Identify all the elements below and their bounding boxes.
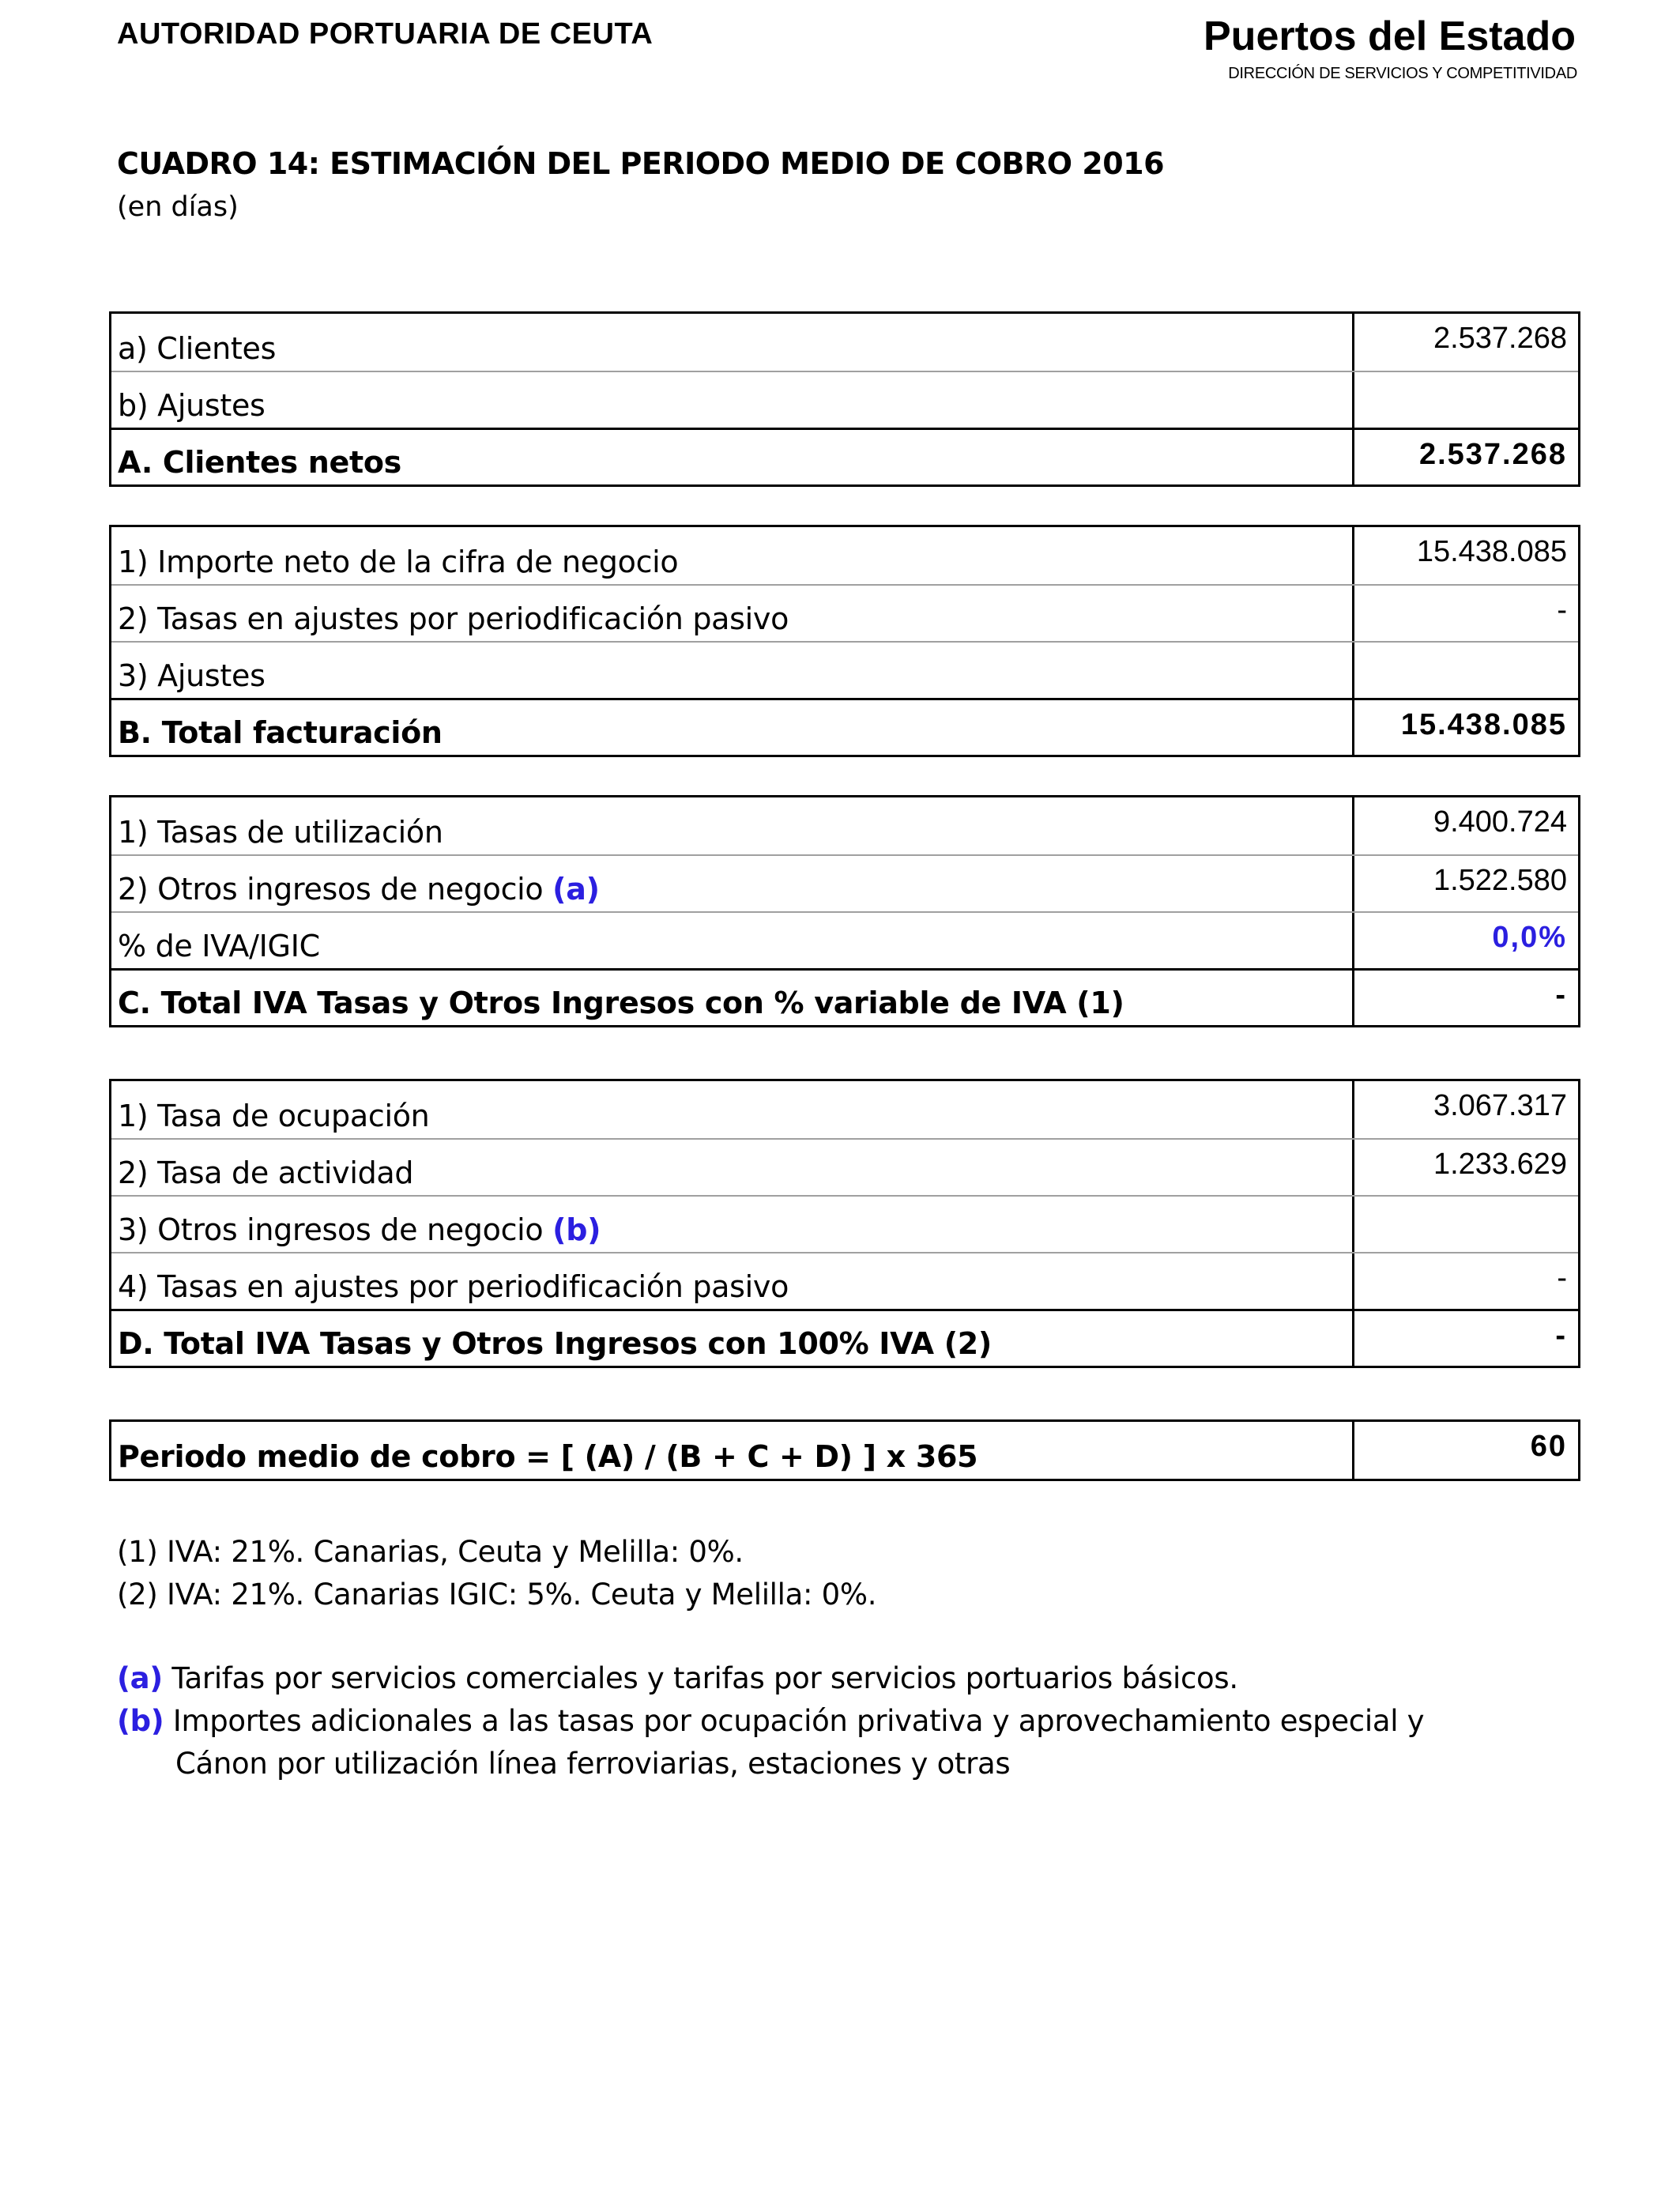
table-iva-100 xyxy=(109,1079,1580,1368)
row-value: - xyxy=(1557,1261,1567,1295)
note-b-continuation: Cánon por utilización línea ferroviarias, estaciones y otras xyxy=(175,1747,1011,1781)
table-row xyxy=(111,314,1578,371)
table-row xyxy=(111,1138,1578,1195)
total-row xyxy=(111,698,1578,755)
total-row xyxy=(111,1309,1578,1366)
note-b-marker: (b) xyxy=(117,1704,164,1738)
note-b xyxy=(117,1704,1424,1747)
table-clientes xyxy=(109,311,1580,487)
row-value: 9.400.724 xyxy=(1433,805,1567,839)
total-label: C. Total IVA Tasas y Otros Ingresos con % variable de IVA (1) xyxy=(111,971,1354,1025)
row-value: 1.233.629 xyxy=(1433,1148,1567,1181)
table-row xyxy=(111,641,1578,698)
total-value: - xyxy=(1555,978,1567,1012)
brand-name: Puertos del Estado xyxy=(1203,13,1576,59)
organization-name: AUTORIDAD PORTUARIA DE CEUTA xyxy=(117,17,654,51)
page-subtitle: (en días) xyxy=(117,191,239,223)
row-label: 1) Tasas de utilización xyxy=(111,797,1354,854)
iva-percent-value: 0,0% xyxy=(1492,921,1567,954)
table-periodo-medio xyxy=(109,1419,1580,1481)
table-row xyxy=(111,911,1578,968)
row-label: 3) Ajustes xyxy=(111,643,1354,698)
note-a-text: Tarifas por servicios comerciales y tarifas por servicios portuarios básicos. xyxy=(171,1661,1238,1695)
row-value xyxy=(1354,643,1578,698)
row-label: 2) Tasas en ajustes por periodificación pasivo xyxy=(111,586,1354,641)
row-label: 1) Tasa de ocupación xyxy=(111,1081,1354,1138)
note-marker-b: (b) xyxy=(552,1212,601,1247)
total-value: 2.537.268 xyxy=(1418,438,1567,471)
total-row xyxy=(111,428,1578,484)
row-label: % de IVA/IGIC xyxy=(111,913,1354,968)
note-marker-a: (a) xyxy=(552,872,600,907)
table-row xyxy=(111,1195,1578,1252)
total-value: - xyxy=(1555,1319,1567,1352)
row-value: 3.067.317 xyxy=(1433,1089,1567,1122)
note-b-text: Importes adicionales a las tasas por ocupación privativa y aprovechamiento especial y xyxy=(172,1704,1425,1738)
table-row xyxy=(111,854,1578,911)
row-value: 1.522.580 xyxy=(1433,864,1567,897)
table-row xyxy=(111,584,1578,641)
total-row xyxy=(111,968,1578,1025)
row-label: 3) Otros ingresos de negocio xyxy=(118,1212,544,1247)
row-label: 1) Importe neto de la cifra de negocio xyxy=(111,527,1354,584)
table-iva-variable xyxy=(109,795,1580,1027)
row-value: 2.537.268 xyxy=(1433,322,1567,355)
footnotes xyxy=(117,1535,876,1620)
row-label: 2) Otros ingresos de negocio xyxy=(118,872,544,907)
page-title: CUADRO 14: ESTIMACIÓN DEL PERIODO MEDIO DE COBRO 2016 xyxy=(117,146,1165,181)
row-label: 2) Tasa de actividad xyxy=(111,1140,1354,1195)
row-label: 4) Tasas en ajustes por periodificación pasivo xyxy=(111,1253,1354,1309)
table-row xyxy=(111,371,1578,428)
row-label-wrap xyxy=(111,1197,1354,1252)
table-row xyxy=(111,527,1578,584)
result-label: Periodo medio de cobro = [ (A) / (B + C + D) ] x 365 xyxy=(111,1422,1354,1479)
row-value: 15.438.085 xyxy=(1416,535,1567,568)
table-row xyxy=(111,797,1578,854)
table-facturacion xyxy=(109,525,1580,757)
footnote-1: (1) IVA: 21%. Canarias, Ceuta y Melilla: 0%. xyxy=(117,1535,744,1569)
row-label: a) Clientes xyxy=(111,314,1354,371)
row-value xyxy=(1354,372,1578,428)
total-label: A. Clientes netos xyxy=(111,430,1354,484)
result-row xyxy=(111,1422,1578,1479)
total-label: D. Total IVA Tasas y Otros Ingresos con 100% IVA (2) xyxy=(111,1311,1354,1366)
marker-notes xyxy=(117,1661,1424,1789)
note-a xyxy=(117,1661,1424,1704)
row-value xyxy=(1354,1197,1578,1252)
total-value: 15.438.085 xyxy=(1400,708,1567,741)
total-label: B. Total facturación xyxy=(111,700,1354,755)
brand-subtitle: DIRECCIÓN DE SERVICIOS Y COMPETITIVIDAD xyxy=(1228,65,1577,82)
row-label-wrap xyxy=(111,856,1354,911)
note-a-marker: (a) xyxy=(117,1661,163,1695)
row-label: b) Ajustes xyxy=(111,372,1354,428)
table-row xyxy=(111,1252,1578,1309)
footnote-2: (2) IVA: 21%. Canarias IGIC: 5%. Ceuta y Melilla: 0%. xyxy=(117,1578,877,1612)
result-value: 60 xyxy=(1530,1430,1567,1463)
table-row xyxy=(111,1081,1578,1138)
row-value: - xyxy=(1557,594,1567,627)
